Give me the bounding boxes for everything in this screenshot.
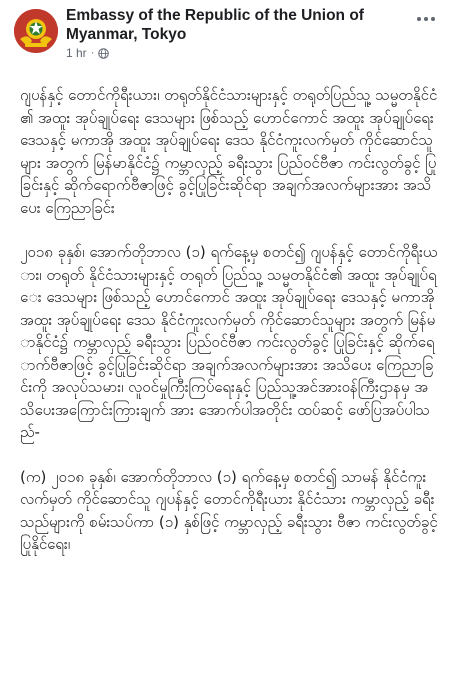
post-meta [66,46,109,60]
post-header [0,0,450,74]
globe-icon[interactable] [98,48,109,59]
page-avatar[interactable] [14,9,58,53]
post-timestamp[interactable]: 1 hr [66,46,87,60]
myanmar-emblem-icon [14,9,58,53]
more-options-icon[interactable] [414,10,438,28]
meta-separator: · [90,47,95,59]
dot-3 [431,17,435,21]
dot-1 [417,17,421,21]
post-paragraph-1: ဂျပန်နှင့် တောင်ကိုရီးယား၊ တရုတ်နိုင်ငံသားများနှင့် တရုတ်ပြည်သူ့ သမ္မတနိုင်ငံ၏ အထူး အုပ်ချုပ်ရေး ဒေသများ ဖြစ်သည့် ဟောင်ကောင် အထူး အုပ်ချုပ်ရေး ဒေသနှင့် မကာအို အထူး အုပ်ချုပ်ရေး ဒေသ နိုင်ငံကူးလက်မှတ် ကိုင်ဆောင်သူများ အတွက် မြန်မာနိုင်ငံ၌ ကမ္ဘာလှည့် ခရီးသွား ပြည်ဝင်ဗီဇာ ကင်းလွတ်ခွင့် ပြုခြင်းနှင့် ဆိုက်ရောက်ဗီဇာဖြင့် ခွင့်ပြုခြင်းဆိုင်ရာ အချက်အလက်များအား အသိပေး ကြေညာခြင်း [20,86,438,217]
post-paragraph-2: ၂၀၁၈ ခုနှစ်၊ အောက်တိုဘာလ (၁) ရက်နေ့မှ စတင်၍ ဂျပန်နှင့် တောင်ကိုရီးယား၊ တရုတ် နိုင်ငံသားများနှင့် တရုတ် ပြည်သူ့ သမ္မတနိုင်ငံ၏ အထူး အုပ်ချုပ်ရေး ဒေသများ ဖြစ်သည့် ဟောင်ကောင် အထူး အုပ်ချုပ်ရေး ဒေသနှင့် မကာအို အထူး အုပ်ချုပ်ရေး ဒေသ နိုင်ငံကူးလက်မှတ် ကိုင်ဆောင်သူများ အတွက် မြန်မာနိုင်ငံ၌ ကမ္ဘာလှည့် ခရီးသွား ပြည်ဝင်ဗီဇာ ကင်းလွတ်ခွင့် ပြုခြင်းနှင့် ဆိုက်ရောက်ဗီဇာဖြင့် ခွင့်ပြုခြင်းဆိုင်ရာ အချက်အလက်များအား အသိပေး ကြေညာခြင်းကို အလုပ်သမား၊ လူဝင်မှုကြီးကြပ်ရေးနှင့် ပြည်သူ့အင်အားဝန်ကြီးဌာနမှ အသိပေးအကြောင်းကြားချက် အား အောက်ပါအတိုင်း ထပ်ဆင့် ဖော်ပြအပ်ပါသည်- [20,243,438,441]
page-name-link[interactable]: Embassy of the Republic of the Union of Myanmar, Tokyo [66,7,364,43]
post-body [20,84,438,556]
post-paragraph-3: (က) ၂၀၁၈ ခုနှစ်၊ အောက်တိုဘာလ (၁) ရက်နေ့မှ စတင်၍ သာမန် နိုင်ငံကူးလက်မှတ် ကိုင်ဆောင်သူ ဂျပန်နှင့် တောင်ကိုရီးယား နိုင်ငံသား ကမ္ဘာလှည့် ခရီးသည်များကို စမ်းသပ်ကာ (၁) နှစ်ဖြင့် ကမ္ဘာလှည့် ခရီးသွား ဗီဇာ ကင်းလွတ်ခွင့်ပြုနိုင်ရေး၊ [20,467,438,553]
dot-2 [424,17,428,21]
